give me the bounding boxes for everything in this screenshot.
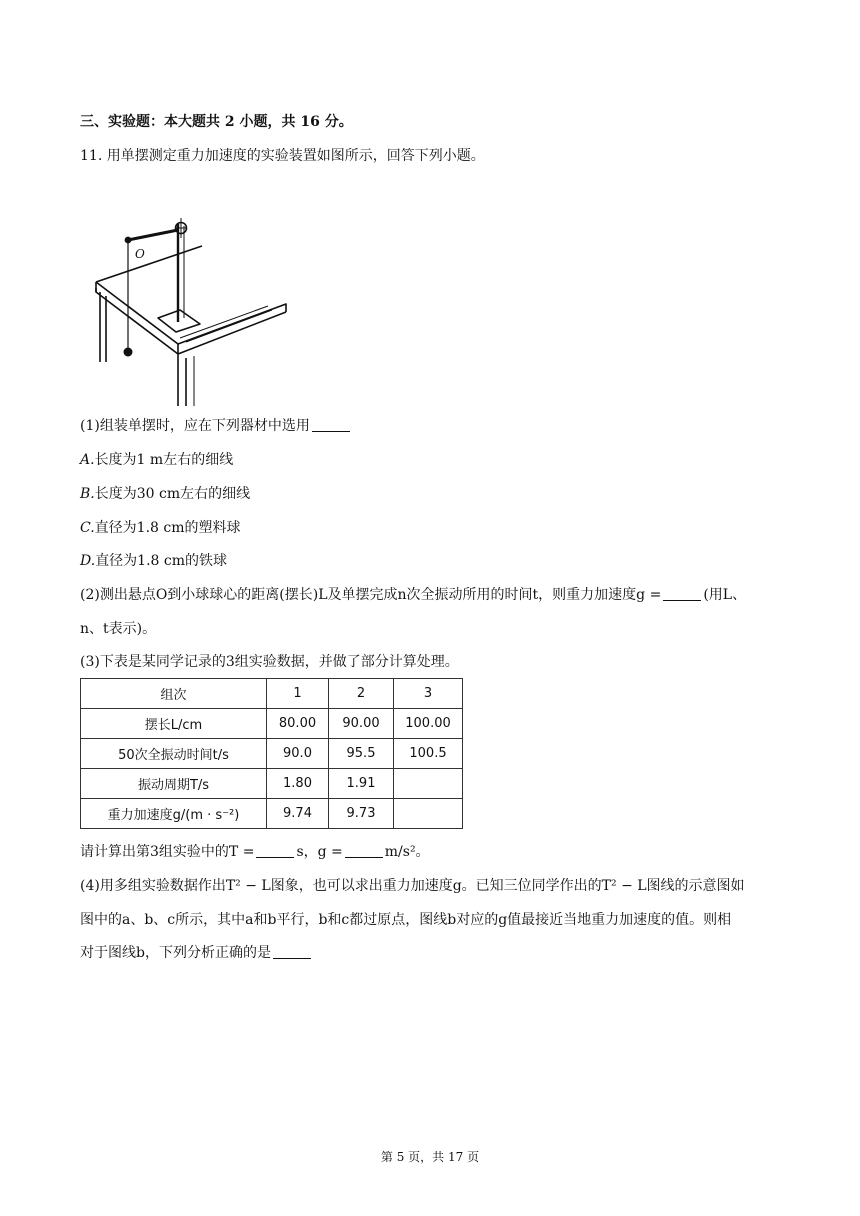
q1-option-c: C.直径为1.8 cm的塑料球 [80,520,241,536]
pendulum-bob [124,348,133,357]
q2-answer-blank [663,586,701,601]
table-cell: 1.91 [329,769,394,799]
q1-option-d: D.直径为1.8 cm的铁球 [80,553,228,569]
table-row [81,799,463,829]
q2-line2: n、t表示)。 [80,621,157,637]
table-cell: 重力加速度g/(m · s⁻²) [81,799,267,829]
table-cell: 90.0 [267,739,329,769]
table-cell: 摆长L/cm [81,709,267,739]
q3-prompt: (3)下表是某同学记录的3组实验数据，并做了部分计算处理。 [80,654,459,670]
table-cell: 90.00 [329,709,394,739]
q4-line2: 图中的a、b、c所示，其中a和b平行，b和c都过原点，图线b对应的g值最接近当地重力加速度的值。则相 [80,912,732,928]
q4-line1: (4)用多组实验数据作出T² − L图象，也可以求出重力加速度g。已知三位同学作出的T² − L图线的示意图如 [80,878,745,894]
question-intro: 11. 用单摆测定重力加速度的实验装置如图所示，回答下列小题。 [80,148,485,164]
page-footer: 第 5 页，共 17 页 [380,1150,480,1164]
q1-prompt: (1)组装单摆时，应在下列器材中选用 [80,416,352,436]
table-cell: 80.00 [267,709,329,739]
q1-option-b: B.长度为30 cm左右的细线 [80,486,251,502]
figure-label-o: O [135,247,145,261]
q1-answer-blank [312,417,350,432]
table-row [81,739,463,769]
data-table [80,678,463,829]
table-cell: 95.5 [329,739,394,769]
table-cell [394,799,463,829]
q2-line1: (2)测出悬点O到小球球心的距离(摆长)L及单摆完成n次全振动所用的时间t，则重力加速度g = (用L、 [80,587,747,603]
q3-period-blank [256,843,294,858]
q3-gravity-blank [345,843,383,858]
table-cell: 振动周期T/s [81,769,267,799]
table-cell: 9.74 [267,799,329,829]
q1-option-a: A.长度为1 m左右的细线 [80,452,234,468]
table-cell: 3 [394,679,463,709]
table-cell [394,769,463,799]
table-cell: 100.00 [394,709,463,739]
table-cell: 2 [329,679,394,709]
table-header-row [81,679,463,709]
table-cell: 50次全振动时间t/s [81,739,267,769]
table-cell: 组次 [81,679,267,709]
section-heading: 三、实验题：本大题共 2 小题，共 16 分。 [80,114,353,130]
table-cell: 100.5 [394,739,463,769]
table-cell: 9.73 [329,799,394,829]
pendulum-apparatus-figure [90,212,300,408]
q4-line3: 对于图线b，下列分析正确的是 [80,943,313,963]
table-cell: 1 [267,679,329,709]
table-cell: 1.80 [267,769,329,799]
q4-answer-blank [273,944,311,959]
table-row [81,769,463,799]
table-row [81,709,463,739]
q3-ask: 请计算出第3组实验中的T = s，g = m/s²。 [80,844,430,860]
